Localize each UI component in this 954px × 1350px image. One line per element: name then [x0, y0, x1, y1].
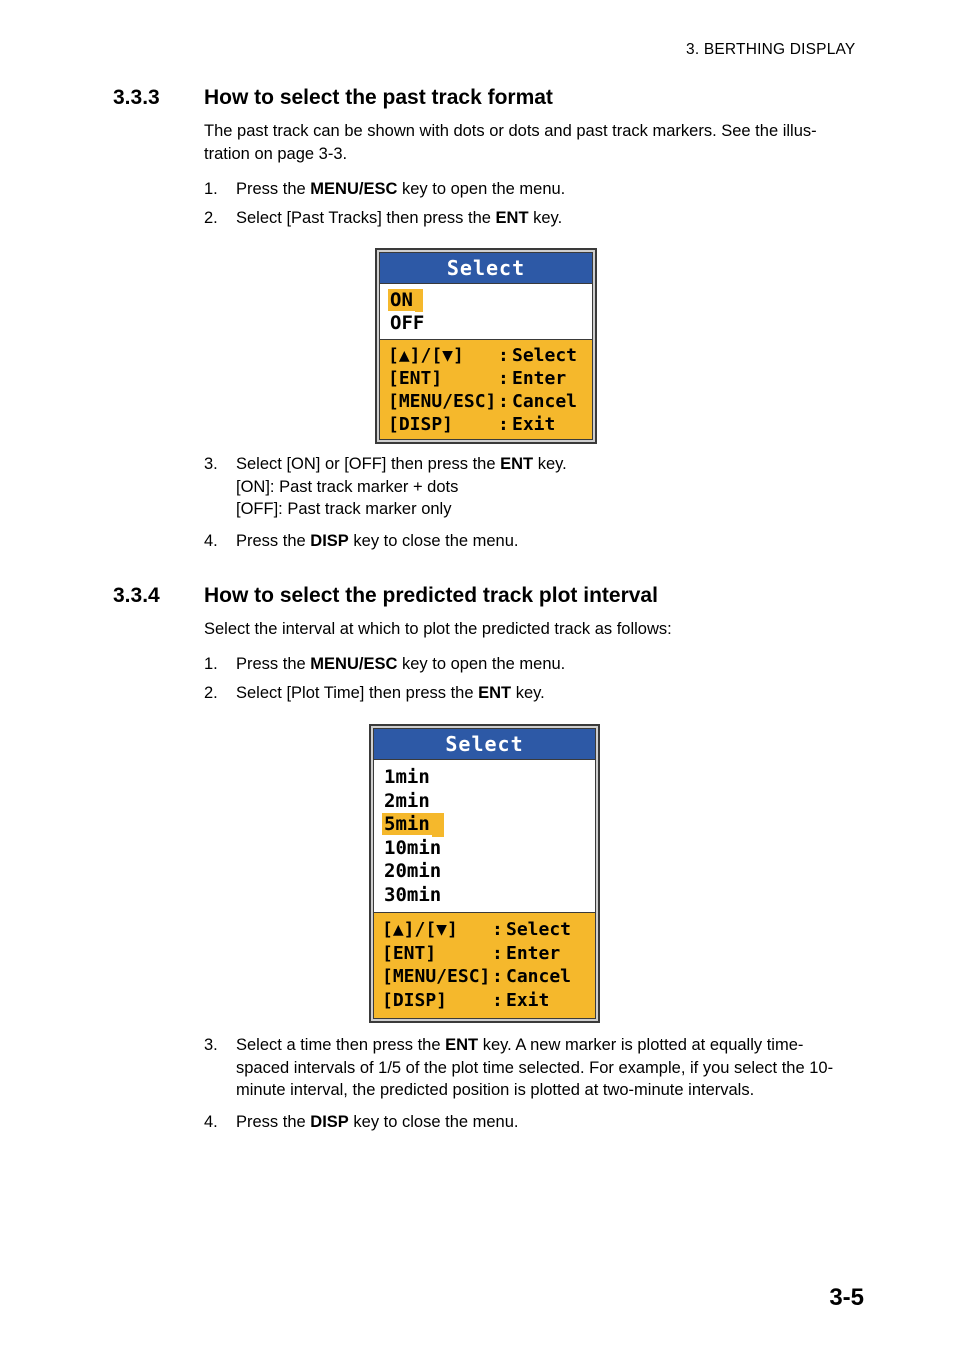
- menu-options: [374, 760, 595, 913]
- section-title: How to select the predicted track plot interval: [204, 584, 658, 607]
- select-menu-plot-time: [369, 724, 600, 1023]
- menu-option-on[interactable]: ON: [388, 289, 592, 312]
- key-guide-row: [DISP] : Exit: [388, 414, 556, 435]
- key-guide-row: [▲]/[▼] : Select: [388, 345, 578, 366]
- step-1: 1. Press the MENU/ESC key to open the menu.: [204, 180, 566, 198]
- select-menu-past-tracks: [375, 248, 597, 444]
- section-intro: Select the interval at which to plot the predicted track as follows:: [204, 620, 672, 638]
- menu-option-10min[interactable]: 10min: [384, 836, 442, 859]
- step-4: 4. Press the DISP key to close the menu.: [204, 532, 519, 550]
- section-intro: The past track can be shown with dots or dots and past track markers. See the illus- tration on page 3-3.: [204, 122, 817, 163]
- key-guide-row: [DISP] : Exit: [382, 989, 550, 1011]
- running-header: 3. BERTHING DISPLAY: [686, 41, 856, 58]
- menu-option-5min[interactable]: 5min: [382, 813, 595, 837]
- step-4: 4. Press the DISP key to close the menu.: [204, 1113, 519, 1131]
- menu-option-1min[interactable]: 1min: [384, 766, 430, 788]
- step-3: 3. Select [ON] or [OFF] then press the ENT key. [ON]: Past track marker + dots [OFF]: Past track marker only: [204, 455, 567, 518]
- step-2: 2. Select [Past Tracks] then press the ENT key.: [204, 209, 563, 227]
- page-number: 3-5: [829, 1284, 864, 1311]
- key-guide-row: [MENU/ESC] : Cancel: [382, 966, 572, 988]
- key-guide-row: [▲]/[▼] : Select: [382, 919, 572, 940]
- step-1: 1. Press the MENU/ESC key to open the menu.: [204, 655, 566, 673]
- menu-options: [380, 284, 592, 340]
- section-number: 3.3.3: [113, 86, 160, 109]
- menu-option-30min[interactable]: 30min: [384, 883, 442, 906]
- step-3: 3. Select a time then press the ENT key. A new marker is plotted at equally time- spaced intervals of 1/5 of the plot time selected. For example, if you select the 10- minute interval, the predicted position is plotted at two-minute intervals.: [204, 1036, 834, 1099]
- step-2: 2. Select [Plot Time] then press the ENT key.: [204, 684, 545, 702]
- key-guide-row: [MENU/ESC] : Cancel: [388, 391, 578, 412]
- key-guide-row: [ENT] : Enter: [382, 942, 561, 964]
- menu-option-2min[interactable]: 2min: [384, 789, 430, 812]
- section-number: 3.3.4: [113, 584, 160, 607]
- menu-key-guide: [380, 340, 592, 439]
- menu-title: Select: [374, 729, 595, 760]
- menu-title: Select: [380, 253, 592, 284]
- menu-option-off[interactable]: OFF: [390, 312, 425, 334]
- key-guide-row: [ENT] : Enter: [388, 368, 567, 389]
- section-title: How to select the past track format: [204, 86, 553, 109]
- menu-key-guide: [374, 913, 595, 1018]
- menu-option-20min[interactable]: 20min: [384, 860, 442, 883]
